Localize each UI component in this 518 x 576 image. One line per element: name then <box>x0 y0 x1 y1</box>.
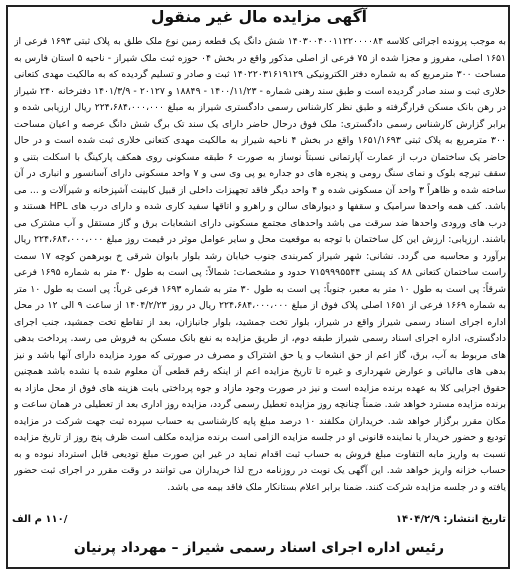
publication-date: تاریخ انتشار: ۱۴۰۴/۲/۹ <box>395 514 506 525</box>
notice-footer <box>12 514 506 532</box>
notice-signature: رئیس اداره اجرای اسناد رسمی شیراز – مهرداد پرنیان <box>73 540 445 556</box>
notice-code: /۱۱۰ م الف <box>12 514 68 525</box>
notice-body: به موجب پرونده اجرائی کلاسه ۱۴۰۳۰۰۴۰۰۱۱۲۲۰۰۰۰۸۴ شش دانگ یک قطعه زمین نوع ملک طلق به پلاک ثبتی ۱۶۹۳ فرعی از ۱۶۵۱ اصلی، مفروز و مجزا شده از ۷۵ فرعی از اصلی مذکور واقع در بخش ۰۴ حوزه ثبت ملک شیراز - ناحیه ۵ استان فارس به مساحت ۳۰۰ مترمربع که به شماره دفتر الکترونیکی ۱۴۰۲۲۰۳۱۶۱۹۱۲۹ ثبت و صادر و تسلیم گردیده که به مالکیت مهدی کتعانی خلاری ثبت و سند صادر گردیده است و طبق سند رهنی شماره - ۱۴۰۰/۱۱/۲۳ - ۱۸۸۴۹ و ۲۰۱۲۷ - ۱۴۰۱/۳/۹ دفترخانه ۲۴۰ شیراز در رهن بانک مسکن قرارگرفته و طبق نظر کارشناس رسمی دادگستری شیراز به مبلغ ۲۲۴،۶۸۴،۰۰۰،۰۰۰ ریال ارزیابی شده و برابر گزارش کارشناس رسمی دادگستری: ملک فوق درحال حاضر دارای یک سند تک برگ شش دانگ عرصه و اعیان مساحت ۳۰۰ مترمربع به پلاک ثبتی ۱۶۵۱/۱۶۹۳ واقع در بخش ۴ ناحیه شیراز به مالکیت مهدی کتعانی خلاری ثبت شده است و در حال حاضر یک ساختمان درب از عمارت آپارتمانی نسبتاً نوساز به صورت ۶ طبقه مسکونی روی همکف پارکینگ با اسکلت بتنی و سقف تیرچه بلوک و نمای سنگ رومی و پنجره های دو جداره یو پی وی سی و ۷ واحد مسکونی دارای آسانسور و انباری در آن ساخته شده و ظاهراً ۳ واحد آن مسکونی شده و ۴ واحد دیگر فاقد تجهیزات داخلی از قبیل کابینت آشپزخانه و شیرآلات و ... می باشد. کف همه واحدها سرامیک و سقفها و دیوارهای سالن و راهرو و اتاقها سفید کاری شده و دارای درب های HPL هستند و درب های ورودی واحدها ضد سرقت می باشد واحدهای مجتمع مسکونی دارای انشعابات برق و گاز مستقل و آب مشترک می باشند. ارزیابی: ارزش این کل ساختمان با توجه به موقعیت محل و سایر عوامل موثر در قیمت روز مبلغ ۲۲۴،۶۸۴،۰۰۰،۰۰۰ ریال برآورد و محاسبه می گردد. نشانی: شهر شیراز کمربندی جنوب خیابان رشد بلوار بابوان شرقی خ بوبرهمن کوچه ۱۷ سمت راست ساختمان کتعانی ۸۸ کد پستی ۷۱۵۹۹۹۵۵۴۴ حدود و مشخصات: شمالاً: پی است به طول ۳۰ متر به شماره ۱۶۹۵ فرعی شرقاً: پی است به طول ۱۰ متر به معبر، جنوباً: پی است به طول ۳۰ متر به شماره ۱۶۹۳ فرعی غرباً: پی است به طول ۱۰ متر به شماره ۱۶۶۹ فرعی از ۱۶۵۱ اصلی پلاک فوق از مبلغ ۲۲۴،۶۸۴،۰۰۰،۰۰۰ ریال در روز ۱۴۰۴/۲/۲۳ از ساعت ۹ الی ۱۲ در محل اداره اجرای اسناد رسمی شیراز واقع در شیراز، بلوار تخت جمشید، بلوار جانبازان، بعد از تقاطع تخت جمشید، جنب اجرای دادگستری، اداره اجرای اسناد رسمی شیراز طبقه دوم، از طریق مزایده به نفع بانک مسکن به فروش می رسد. پرداخت بدهی های مربوط به آب، برق، گاز اعم از حق انشعاب و یا حق اشتراک و مصرف در صورتی که مورد مزایده دارای آنها باشد و نیز بدهی های مالیاتی و عوارض شهرداری و غیره تا تاریخ مزایده اعم از اینکه رقم قطعی آن معلوم شده یا نشده باشد همچنین حقوق اجرایی کلا به عهده برنده مزایده است و نیز در صورت وجود مازاد و جوه پرداختی بابت هزینه های فوق از محل مازاد به برنده مزایده مسترد خواهد شد. ضمناً چنانچه روز مزایده تعطیل رسمی گردد، مزایده روز اداری بعد از تعطیلی در همان ساعت و مکان مقرر برگزار خواهد شد. خریداران مکلفند ۱۰ درصد مبلغ پایه کارشناسی به حساب سپرده ثبت جهت شرکت در مزایده تودیع و حضور خریدار یا نماینده قانونی او در جلسه مزایده الزامی است برنده مزایده مکلف است ظرف پنج روز از تاریخ مزایده نسبت به واریز مابه التفاوت مبلغ فروش به حساب ثبت اقدام نماید در غیر این صورت مبلغ تودیعی قابل استرداد نبوده و به حساب خزانه واریز خواهد شد. این آگهی یک نوبت در روزنامه درج لذا خریداران می توانند در وقت مقرر در اجرای ثبت حضور یافته و در جلسه مزایده شرکت کنند. ضمنا برابر اعلام بستانکار ملک فاقد بیمه می باشد. <box>14 36 506 493</box>
notice-title: آگهی مزایده مال غیر منقول <box>151 8 367 26</box>
